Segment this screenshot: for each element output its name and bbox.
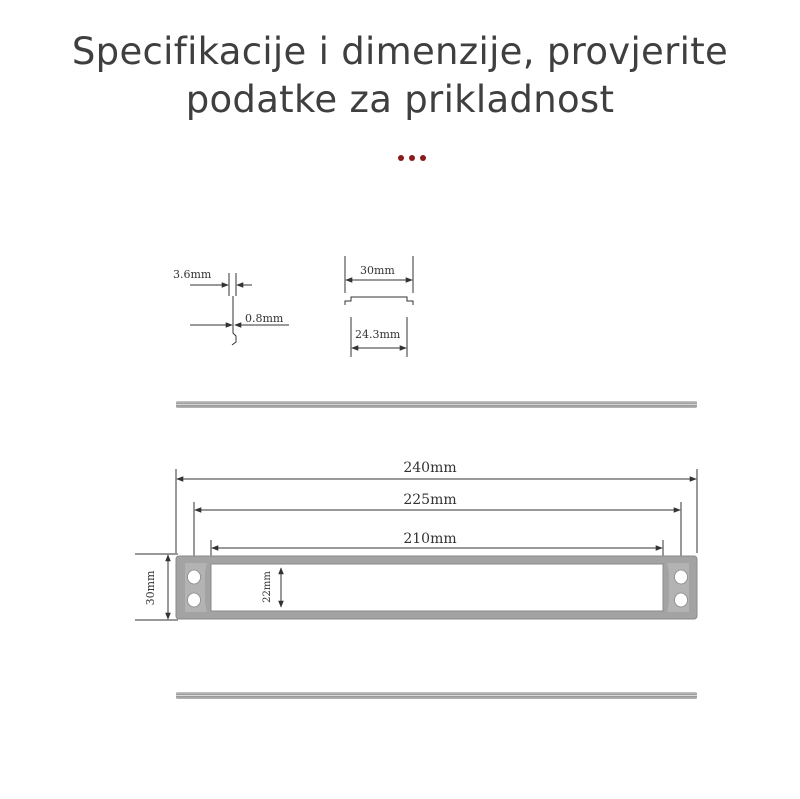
channel-section [345, 256, 413, 357]
right-hole-top [675, 570, 688, 584]
profile-section [173, 268, 289, 345]
channel-profile [345, 297, 413, 305]
left-hole-bottom [188, 593, 201, 607]
rail-side-top [176, 401, 697, 408]
thickness-label: 3.6mm [173, 268, 212, 281]
inner-height-label: 22mm [262, 571, 273, 603]
total-length-label: 240mm [403, 460, 457, 476]
left-hole-top [188, 570, 201, 584]
sheet-label: 0.8mm [245, 312, 284, 325]
sheet-profile [232, 296, 236, 345]
right-hole-bottom [675, 593, 688, 607]
hole-spacing-label: 225mm [403, 492, 457, 508]
front-bar-window [211, 564, 663, 611]
channel-outer-label: 30mm [360, 264, 395, 277]
length-dimensions [176, 460, 697, 565]
channel-inner-label: 24.3mm [355, 328, 401, 341]
inner-length-label: 210mm [403, 531, 457, 547]
title-line-2: podatke za prikladnost [185, 78, 615, 121]
rail-side-bottom [176, 692, 697, 699]
rail-front-view [135, 554, 697, 620]
title-line-1: Specifikacije i dimenzije, provjerite [71, 30, 729, 73]
height-label: 30mm [144, 570, 157, 606]
